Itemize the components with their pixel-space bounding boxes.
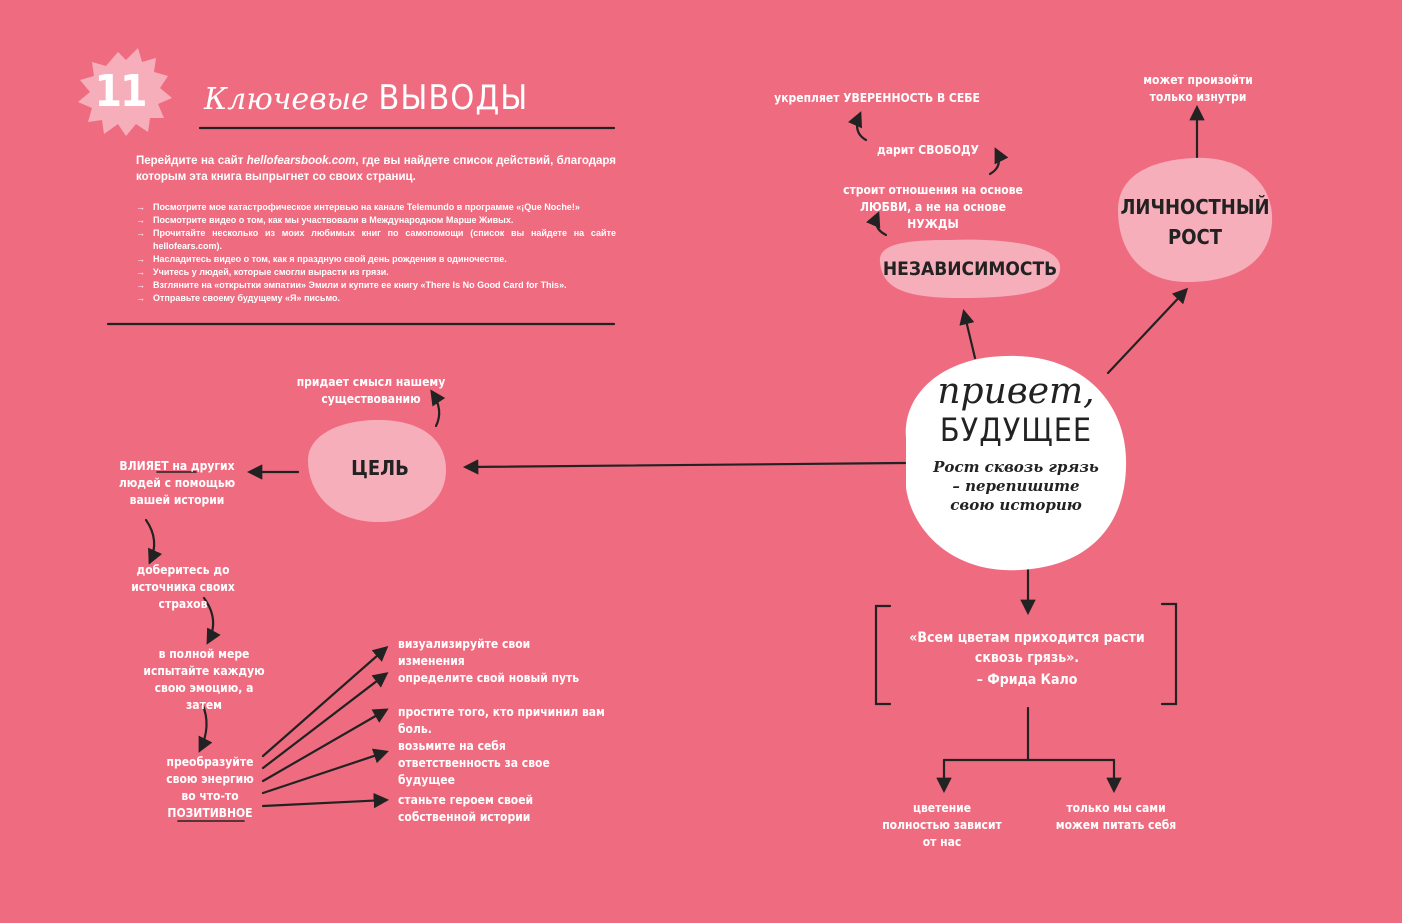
outcome-3: простите того, кто причинил вам боль. <box>398 705 605 736</box>
chain-step-2: доберитесь до источника своих страхов <box>131 563 235 611</box>
independence-note-freedom: дарит СВОБОДУ <box>877 143 979 157</box>
quote-bracket-left <box>876 606 890 704</box>
purpose-node: ЦЕЛЬ <box>351 456 409 480</box>
intro-prefix: Перейдите на сайт <box>136 155 247 167</box>
bottom-note-left: цветение полностью зависит от нас <box>882 801 1002 849</box>
chain-step-3: в полной мере испытайте каждую свою эмоцию, а затем <box>143 647 265 712</box>
center-node <box>916 372 1116 515</box>
arrow-center-to-independence <box>964 312 975 358</box>
chain-step-4: преобразуйте свою энергию во что-то ПОЗИТИВНОЕ <box>166 755 254 820</box>
quote-author: – Фрида Кало <box>976 672 1078 688</box>
list-item: → Прочитайте несколько из моих любимых книг по самопомощи (список вы найдете на сайте hellofears.com). <box>136 227 616 253</box>
actions-list <box>136 201 616 305</box>
arrow-independence-curl-3 <box>857 114 866 140</box>
chapter-title-script: Ключевые <box>204 82 369 117</box>
center-caps-title: БУДУЩЕЕ <box>939 411 1093 449</box>
arrow-fan-1 <box>263 648 386 756</box>
center-subtitle: Рост сквозь грязь – перепишите свою историю <box>933 458 1099 514</box>
chapter-number: 11 <box>94 66 146 117</box>
chapter-title-caps: ВЫВОДЫ <box>378 78 529 118</box>
outcome-4: возьмите на себя ответственность за свое будущее <box>398 739 550 787</box>
arrow-center-to-purpose <box>466 463 905 467</box>
arrow-fan-4 <box>263 752 386 793</box>
independence-node: НЕЗАВИСИМОСТЬ <box>882 258 1058 280</box>
intro-suffix: , где вы найдете список действий, благодаря которым эта книга выпрыгнет со своих страниц. <box>136 155 616 183</box>
purpose-note: придает смысл нашему существованию <box>296 375 446 406</box>
quote-bracket-right <box>1162 604 1176 704</box>
outcome-1: визуализируйте свои изменения <box>398 637 531 668</box>
independence-note-love: строит отношения на основе ЛЮБВИ, а не на основе НУЖДЫ <box>843 183 1023 231</box>
list-item: → Посмотрите видео о том, как мы участвовали в Международном Марше Живых. <box>136 214 616 227</box>
list-item: → Взгляните на «открытки эмпатии» Эмили и купите ее книгу «There Is No Good Card for This». <box>136 279 616 292</box>
arrow-center-to-growth <box>1108 290 1186 373</box>
list-item: → Отправьте своему будущему «Я» письмо. <box>136 292 616 305</box>
intro-site-link[interactable]: hellofearsbook.com <box>246 155 356 167</box>
center-script-title: привет, <box>937 371 1095 412</box>
arrow-chain-1 <box>146 520 154 562</box>
quote-text <box>904 628 1150 690</box>
growth-note: может произойти только изнутри <box>1143 73 1253 104</box>
arrow-independence-curl-2 <box>990 150 999 174</box>
list-item: → Насладитесь видео о том, как я праздную свой день рождения в одиночестве. <box>136 253 616 266</box>
arrow-fan-5 <box>263 800 386 806</box>
intro-paragraph <box>136 153 616 185</box>
growth-node: ЛИЧНОСТНЫЙ РОСТ <box>1120 195 1270 249</box>
quote-body: «Всем цветам приходится расти сквозь грязь». <box>909 630 1145 666</box>
list-item: → Посмотрите мое катастрофическое интервью на канале Telemundo в программе «¡Que Noche!» <box>136 201 616 214</box>
chapter-title <box>204 78 528 118</box>
chain-step-1: ВЛИЯЕТ на других людей с помощью вашей истории <box>118 459 236 507</box>
list-item: → Учитесь у людей, которые смогли вырасти из грязи. <box>136 266 616 279</box>
bottom-note-right: только мы сами можем питать себя <box>1055 801 1177 832</box>
outcome-5: станьте героем своей собственной истории <box>398 793 534 824</box>
outcome-2: определите свой новый путь <box>398 671 580 685</box>
independence-note-confidence: укрепляет УВЕРЕННОСТЬ В СЕБЕ <box>774 91 980 105</box>
